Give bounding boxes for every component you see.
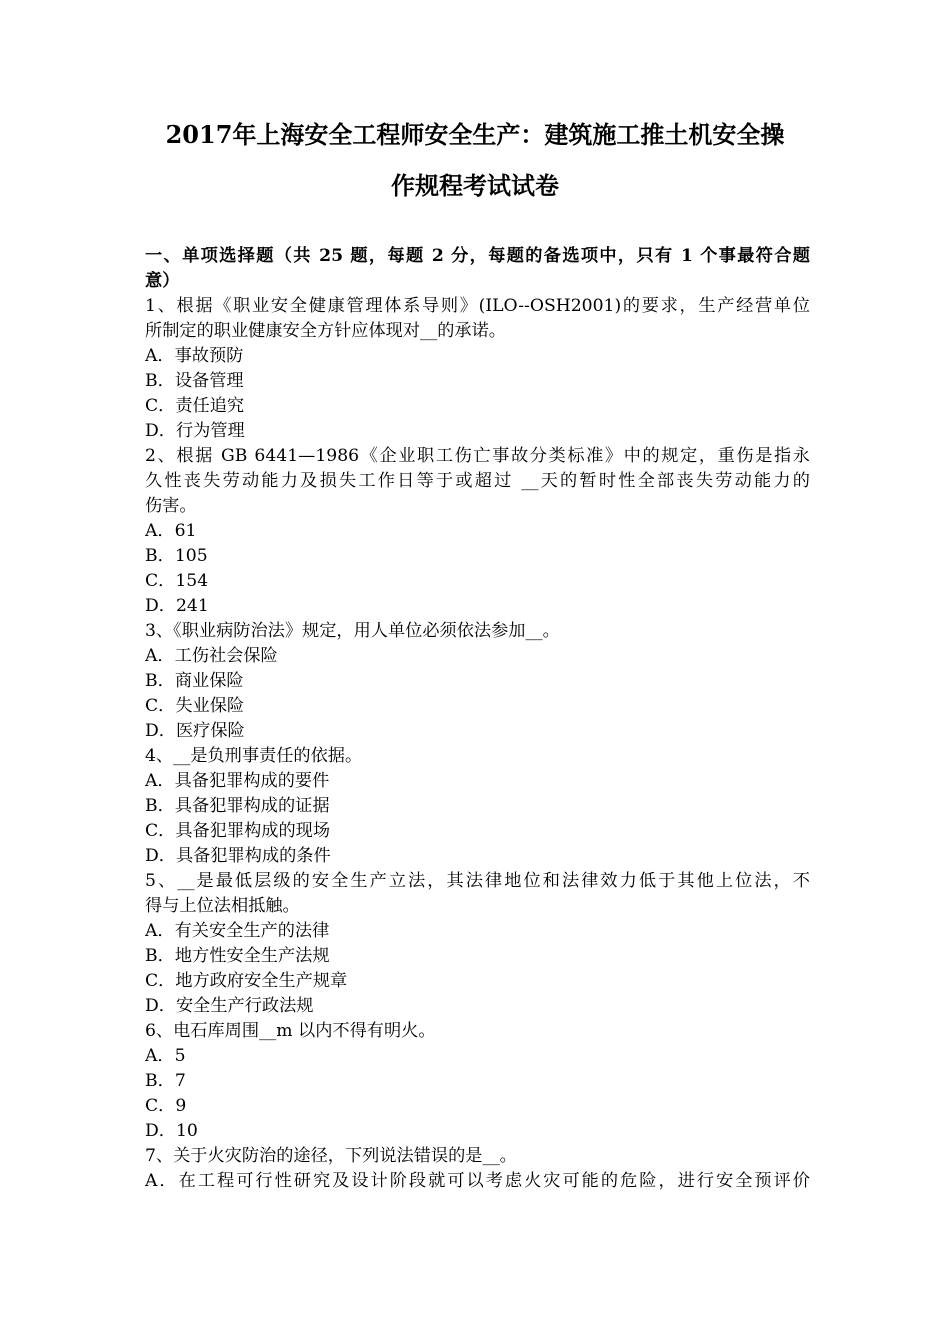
question-1-option-b: B．设备管理 (145, 371, 244, 391)
question-5-option-c: C．地方政府安全生产规章 (145, 971, 348, 991)
question-6-option-d: D．10 (145, 1121, 198, 1141)
question-5-option-d: D．安全生产行政法规 (145, 996, 314, 1016)
question-4-option-c: C．具备犯罪构成的现场 (145, 821, 331, 841)
question-2-option-a: A．61 (145, 521, 197, 541)
question-4-option-b: B．具备犯罪构成的证据 (145, 796, 330, 816)
question-2-stem-line-3: 伤害。 (145, 496, 197, 516)
question-4-option-d: D．具备犯罪构成的条件 (145, 846, 331, 866)
section-header-line-2: 意） (145, 271, 180, 291)
question-2-option-c: C．154 (145, 571, 209, 591)
question-2-stem-line-2: 久性丧失劳动能力及损失工作日等于或超过 __天的暂时性全部丧失劳动能力的 (145, 471, 810, 491)
section-header-line-1: 一、单项选择题（共 25 题，每题 2 分，每题的备选项中，只有 1 个事最符合题 (145, 246, 810, 266)
question-6-option-b: B．7 (145, 1071, 186, 1091)
question-4-stem-line-1: 4、__是负刑事责任的依据。 (145, 746, 363, 766)
question-3-option-b: B．商业保险 (145, 671, 244, 691)
question-6-option-c: C．9 (145, 1096, 187, 1116)
question-6-option-a: A．5 (145, 1046, 186, 1066)
question-3-option-a: A．工伤社会保险 (145, 646, 278, 666)
question-5-stem-line-1: 5、__是最低层级的安全生产立法，其法律地位和法律效力低于其他上位法，不 (145, 871, 810, 891)
question-7-option-a: A．在工程可行性研究及设计阶段就可以考虑火灾可能的危险，进行安全预评价 (145, 1171, 810, 1191)
document-body (145, 244, 810, 1194)
question-1-option-d: D．行为管理 (145, 421, 245, 441)
question-2-stem-line-1: 2、根据 GB 6441—1986《企业职工伤亡事故分类标准》中的规定，重伤是指永 (145, 446, 810, 466)
question-3-stem-line-1: 3、《职业病防治法》规定，用人单位必须依法参加__。 (145, 621, 560, 641)
question-1-stem-line-1: 1、根据《职业安全健康管理体系导则》(ILO--OSH2001)的要求，生产经营单位 (145, 296, 810, 316)
question-2-option-d: D．241 (145, 596, 209, 616)
question-5-option-a: A．有关安全生产的法律 (145, 921, 330, 941)
question-2-option-b: B．105 (145, 546, 208, 566)
question-7-stem-line-1: 7、关于火灾防治的途径，下列说法错误的是__。 (145, 1146, 517, 1166)
question-1-stem-line-2: 所制定的职业健康安全方针应体现对__的承诺。 (145, 321, 506, 341)
document-title-line-1: 2017年上海安全工程师安全生产：建筑施工推土机安全操 (165, 120, 785, 149)
question-3-option-c: C．失业保险 (145, 696, 245, 716)
question-1-option-a: A．事故预防 (145, 346, 244, 366)
question-3-option-d: D．医疗保险 (145, 721, 245, 741)
question-1-option-c: C．责任追究 (145, 396, 245, 416)
question-4-option-a: A．具备犯罪构成的要件 (145, 771, 330, 791)
question-6-stem-line-1: 6、电石库周围__m 以内不得有明火。 (145, 1021, 436, 1041)
question-5-option-b: B．地方性安全生产法规 (145, 946, 330, 966)
question-5-stem-line-2: 得与上位法相抵触。 (145, 896, 300, 916)
document-title-line-2: 作规程考试试卷 (391, 171, 559, 200)
